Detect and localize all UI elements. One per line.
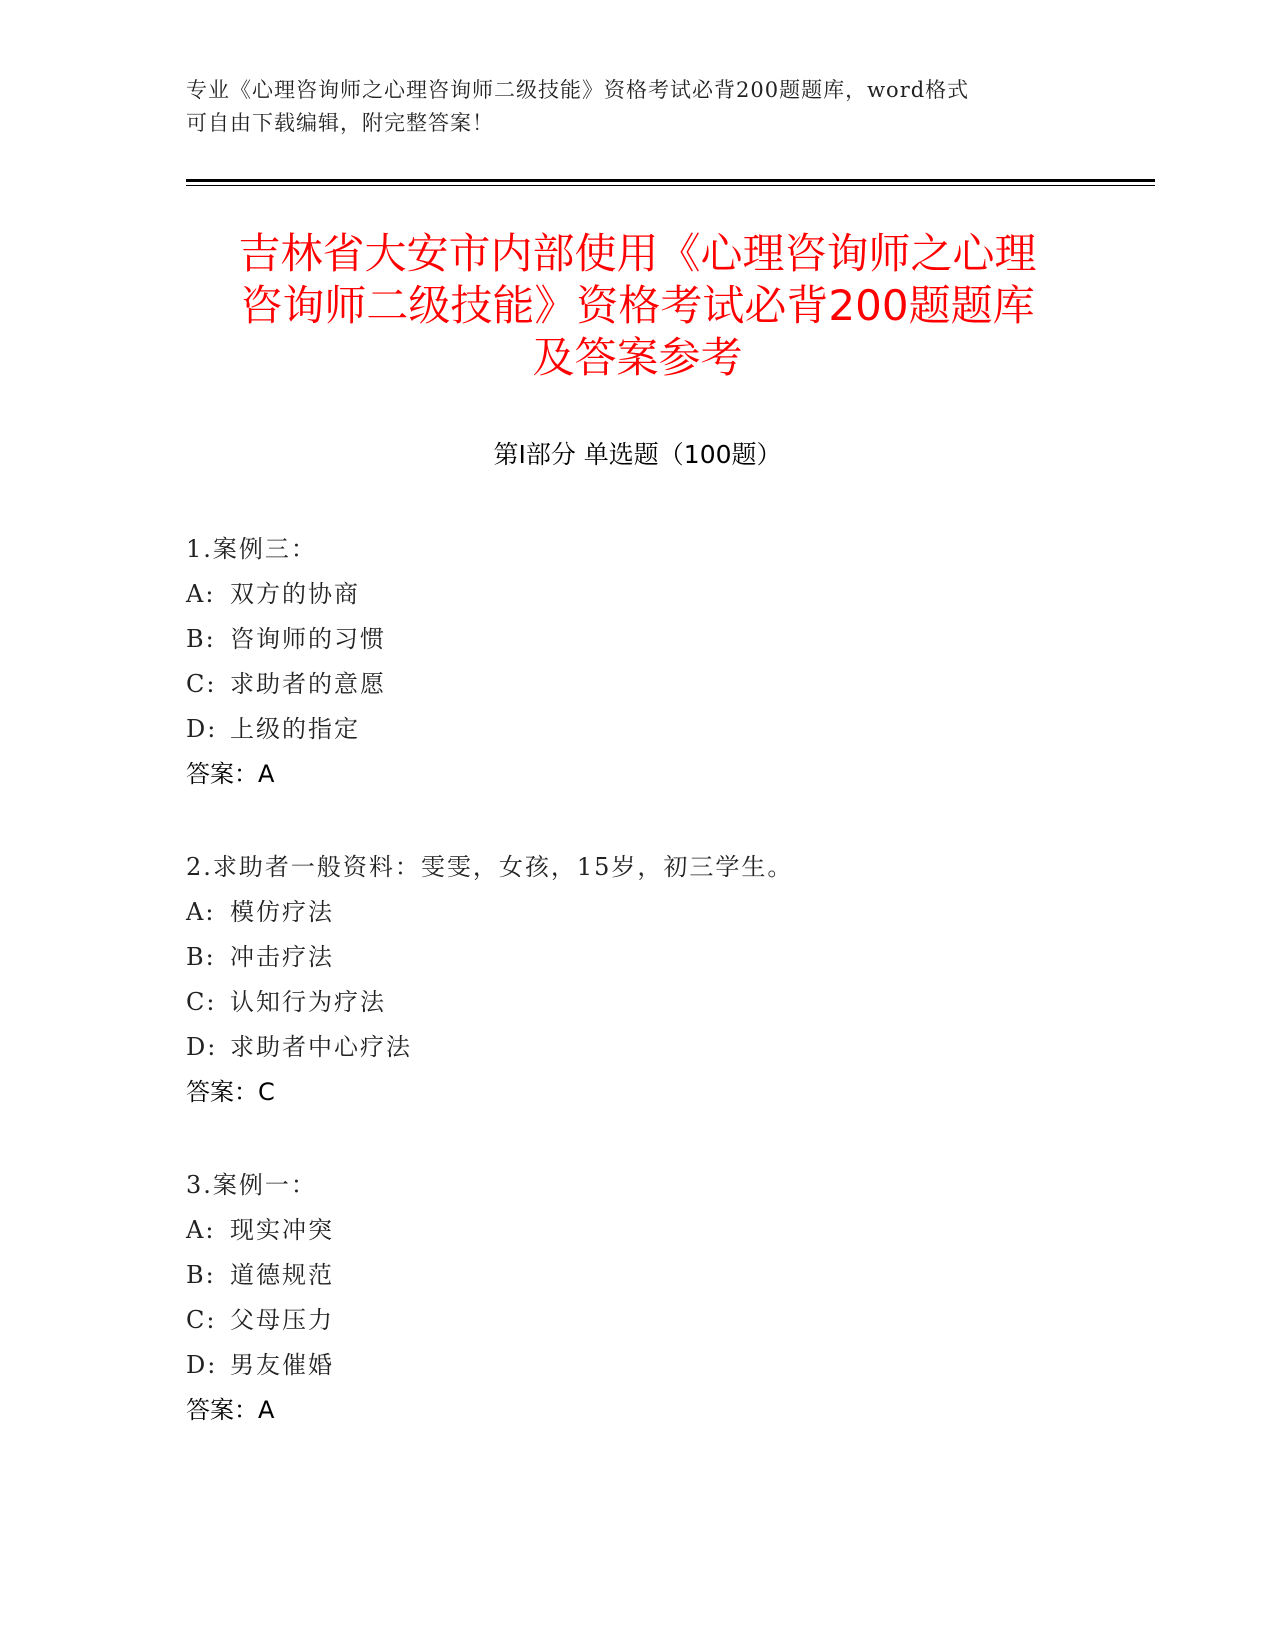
option-b: [186, 935, 1086, 980]
option-text: 求助者中心疗法: [230, 1033, 412, 1061]
option-key: A:: [186, 580, 216, 608]
question-stem: 2.求助者一般资料：雯雯，女孩，15岁，初三学生。: [186, 853, 794, 881]
option-b: [186, 617, 1086, 662]
option-text: 咨询师的习惯: [230, 625, 386, 653]
answer-line: 答案：A: [186, 760, 275, 788]
option-text: 父母压力: [230, 1306, 334, 1334]
option-b: [186, 1253, 1086, 1298]
document-title-line-3: 及答案参考: [532, 333, 743, 382]
header-divider-thin: [186, 185, 1155, 186]
document-title-line-2: 咨询师二级技能》资格考试必背200题题库: [240, 281, 1035, 330]
document-title-line-1: 吉林省大安市内部使用《心理咨询师之心理: [238, 229, 1037, 278]
option-text: 认知行为疗法: [230, 988, 386, 1016]
option-text: 现实冲突: [230, 1216, 334, 1244]
option-key: B:: [186, 625, 216, 653]
option-text: 道德规范: [230, 1261, 334, 1289]
option-key: A:: [186, 898, 216, 926]
header-note-line-1: 专业《心理咨询师之心理咨询师二级技能》资格考试必背200题题库，word格式: [186, 78, 970, 102]
header-divider-thick: [186, 179, 1155, 182]
option-d: [186, 1343, 1086, 1388]
section-title: 第Ⅰ部分 单选题（100题）: [493, 440, 782, 469]
option-text: 冲击疗法: [230, 943, 334, 971]
header-note-line-2: 可自由下载编辑，附完整答案！: [186, 111, 494, 135]
question-stem: 3.案例一：: [186, 1171, 317, 1199]
option-key: B:: [186, 943, 216, 971]
answer-line: 答案：C: [186, 1078, 275, 1106]
option-text: 男友催婚: [230, 1351, 334, 1379]
option-d: [186, 1025, 1086, 1070]
option-c: [186, 980, 1086, 1025]
answer-line: 答案：A: [186, 1396, 275, 1424]
option-text: 求助者的意愿: [230, 670, 386, 698]
option-key: C:: [186, 670, 217, 698]
option-key: D:: [186, 715, 218, 743]
option-key: C:: [186, 988, 217, 1016]
option-a: [186, 572, 1086, 617]
option-text: 模仿疗法: [230, 898, 334, 926]
option-c: [186, 662, 1086, 707]
option-key: D:: [186, 1033, 218, 1061]
document-title: [150, 228, 1125, 384]
header-note: [186, 74, 1086, 140]
option-d: [186, 707, 1086, 752]
question-block: [186, 527, 1086, 797]
option-text: 双方的协商: [230, 580, 360, 608]
option-key: B:: [186, 1261, 216, 1289]
option-a: [186, 890, 1086, 935]
question-stem: 1.案例三：: [186, 535, 317, 563]
question-block: [186, 1163, 1086, 1433]
option-key: C:: [186, 1306, 217, 1334]
option-text: 上级的指定: [230, 715, 360, 743]
option-key: D:: [186, 1351, 218, 1379]
option-a: [186, 1208, 1086, 1253]
question-block: [186, 845, 1086, 1115]
option-key: A:: [186, 1216, 216, 1244]
option-c: [186, 1298, 1086, 1343]
